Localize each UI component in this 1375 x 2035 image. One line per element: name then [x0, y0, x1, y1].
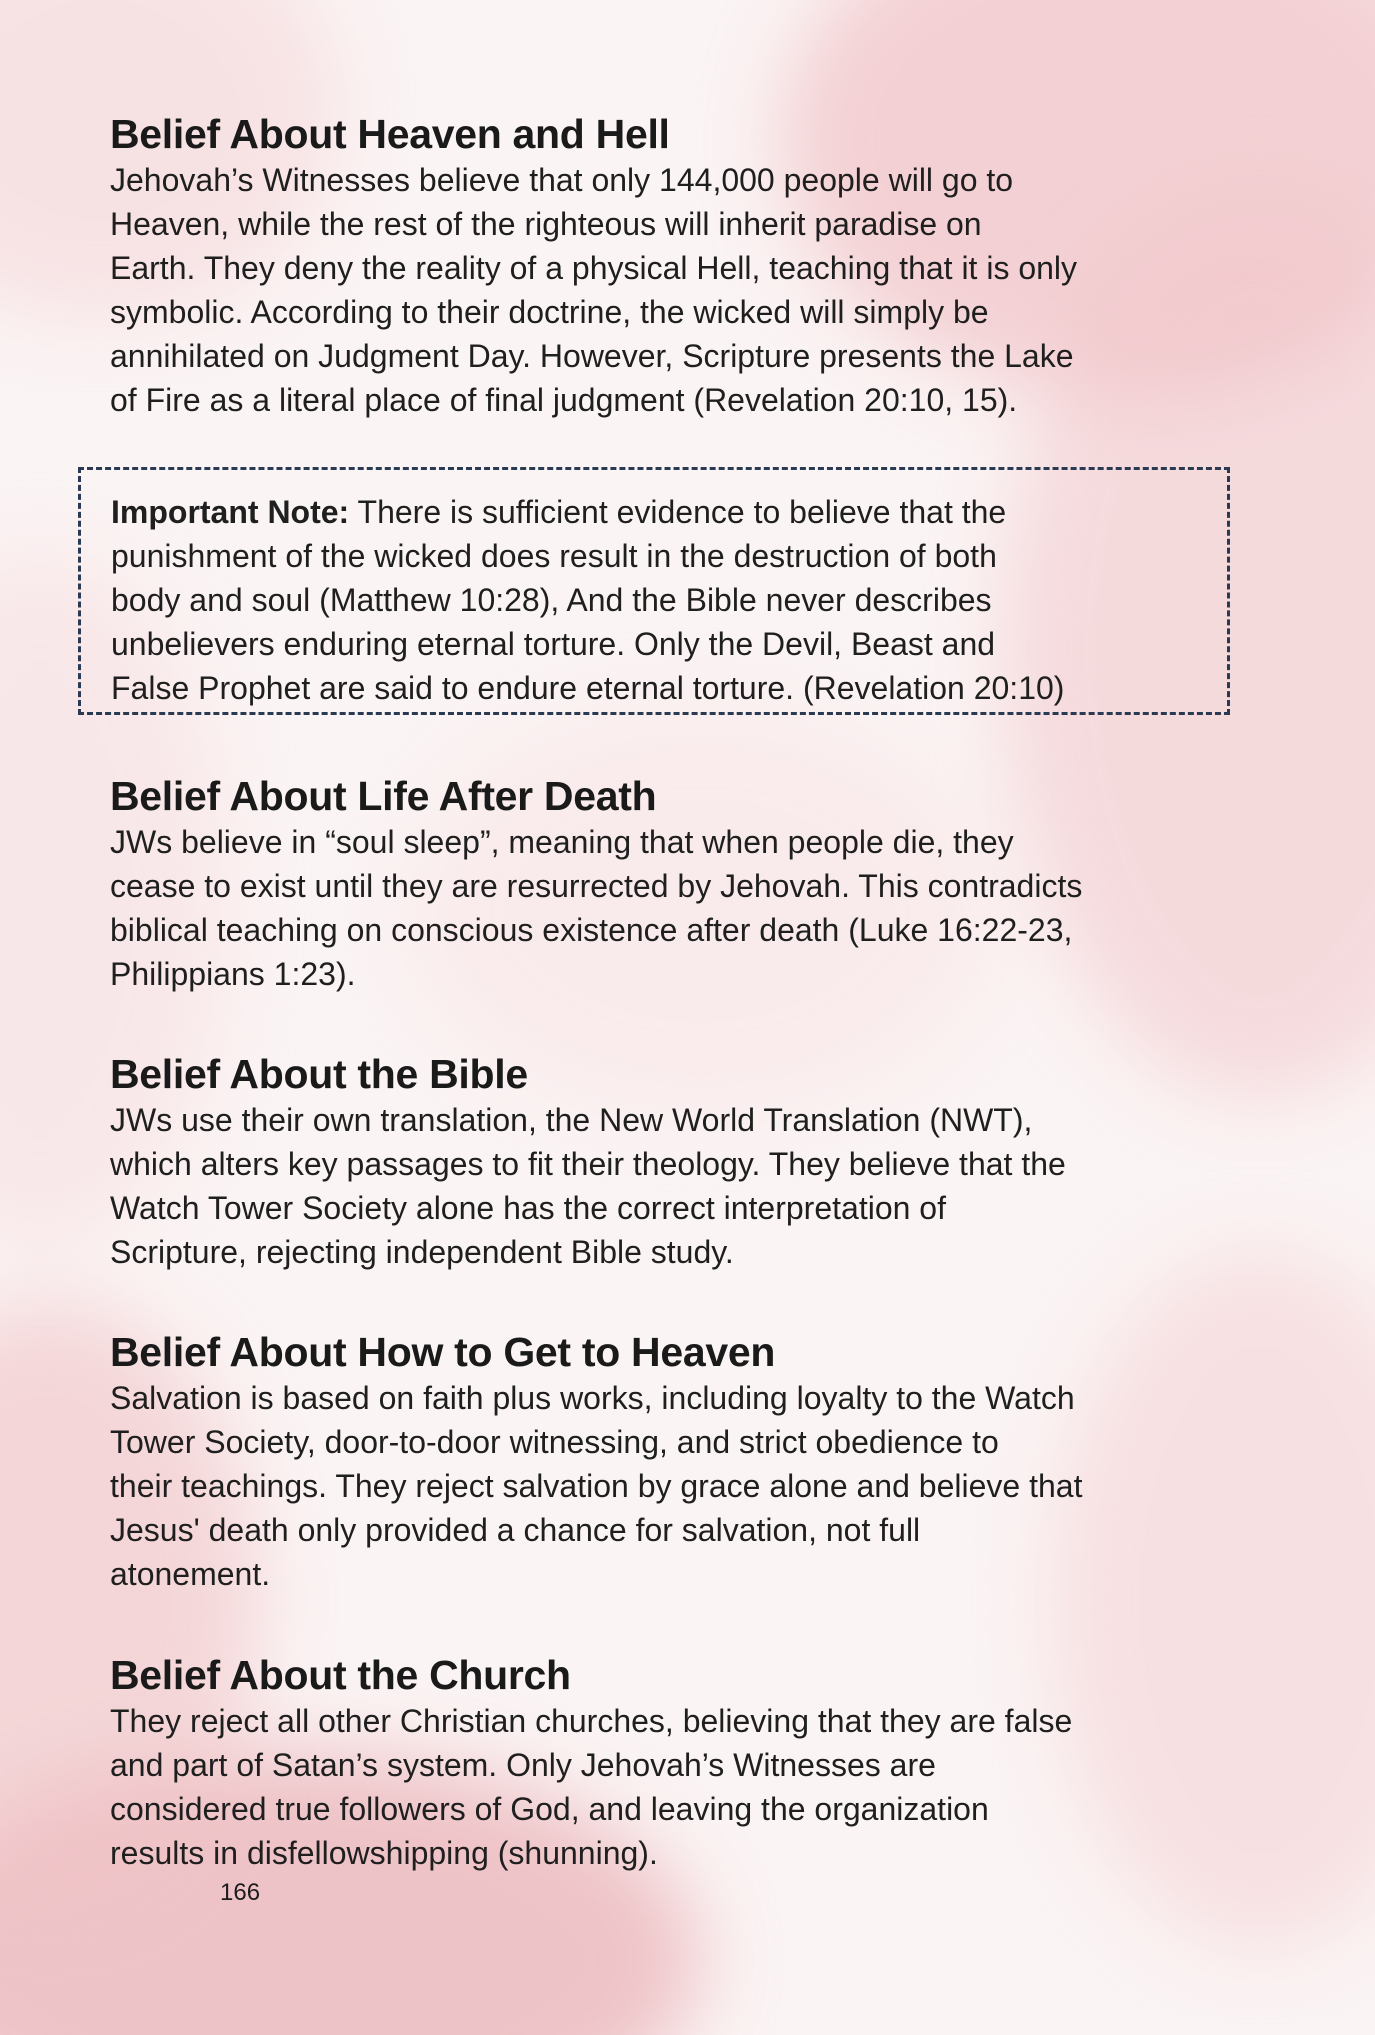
section-text-line: their teachings. They reject salvation by grace alone and believe that [110, 1468, 1083, 1504]
section-text-line: considered true followers of God, and leaving the organization [110, 1791, 989, 1827]
section-heading: Belief About Life After Death [110, 773, 657, 819]
note-label: Important Note: [111, 494, 350, 530]
note-text-line: False Prophet are said to endure eternal torture. (Revelation 20:10) [111, 670, 1065, 706]
section-bible [110, 1050, 1066, 1274]
section-text-line: JWs use their own translation, the New World Translation (NWT), [110, 1102, 1033, 1138]
section-heading: Belief About Heaven and Hell [110, 111, 670, 157]
page-number: 166 [220, 1879, 261, 1906]
section-text-line: Tower Society, door-to-door witnessing, and strict obedience to [110, 1424, 999, 1460]
section-church [110, 1651, 1072, 1875]
section-text-line: cease to exist until they are resurrected by Jehovah. This contradicts [110, 868, 1083, 904]
section-heading: Belief About the Church [110, 1652, 571, 1698]
section-text-line: which alters key passages to fit their theology. They believe that the [110, 1146, 1066, 1182]
note-text-line: punishment of the wicked does result in the destruction of both [111, 538, 997, 574]
note-first-line-text: There is sufficient evidence to believe that the [349, 494, 1007, 530]
section-text-line: JWs believe in “soul sleep”, meaning that when people die, they [110, 824, 1014, 860]
section-how-to-get-to-heaven [110, 1328, 1082, 1596]
section-text-line: Salvation is based on faith plus works, including loyalty to the Watch [110, 1380, 1075, 1416]
section-text-line: results in disfellowshipping (shunning). [110, 1835, 658, 1871]
section-heaven-and-hell [110, 110, 1077, 422]
section-text-line: biblical teaching on conscious existence after death (Luke 16:22-23, [110, 912, 1073, 948]
section-text-line: symbolic. According to their doctrine, the wicked will simply be [110, 294, 989, 330]
note-text-line: unbelievers enduring eternal torture. Only the Devil, Beast and [111, 626, 996, 662]
section-text-line: of Fire as a literal place of final judgment (Revelation 20:10, 15). [110, 382, 1018, 418]
section-text-line: Scripture, rejecting independent Bible study. [110, 1234, 734, 1270]
section-heading: Belief About How to Get to Heaven [110, 1329, 776, 1375]
section-text-line: Philippians 1:23). [110, 956, 356, 992]
section-text-line: They reject all other Christian churches, believing that they are false [110, 1703, 1073, 1739]
section-life-after-death [110, 772, 1082, 996]
section-text-line: Earth. They deny the reality of a physical Hell, teaching that it is only [110, 250, 1078, 286]
section-text-line: atonement. [110, 1556, 271, 1592]
section-heading: Belief About the Bible [110, 1051, 528, 1097]
note-text-line: body and soul (Matthew 10:28), And the Bible never describes [111, 582, 992, 618]
important-note-box [78, 467, 1230, 715]
section-text-line: Watch Tower Society alone has the correct interpretation of [110, 1190, 946, 1226]
section-text-line: Jesus' death only provided a chance for salvation, not full [110, 1512, 921, 1548]
note-first-line [111, 490, 1199, 534]
section-text-line: Jehovah’s Witnesses believe that only 144,000 people will go to [110, 162, 1014, 198]
section-text-line: and part of Satan’s system. Only Jehovah’s Witnesses are [110, 1747, 936, 1783]
section-text-line: annihilated on Judgment Day. However, Scripture presents the Lake [110, 338, 1074, 374]
section-text-line: Heaven, while the rest of the righteous will inherit paradise on [110, 206, 982, 242]
